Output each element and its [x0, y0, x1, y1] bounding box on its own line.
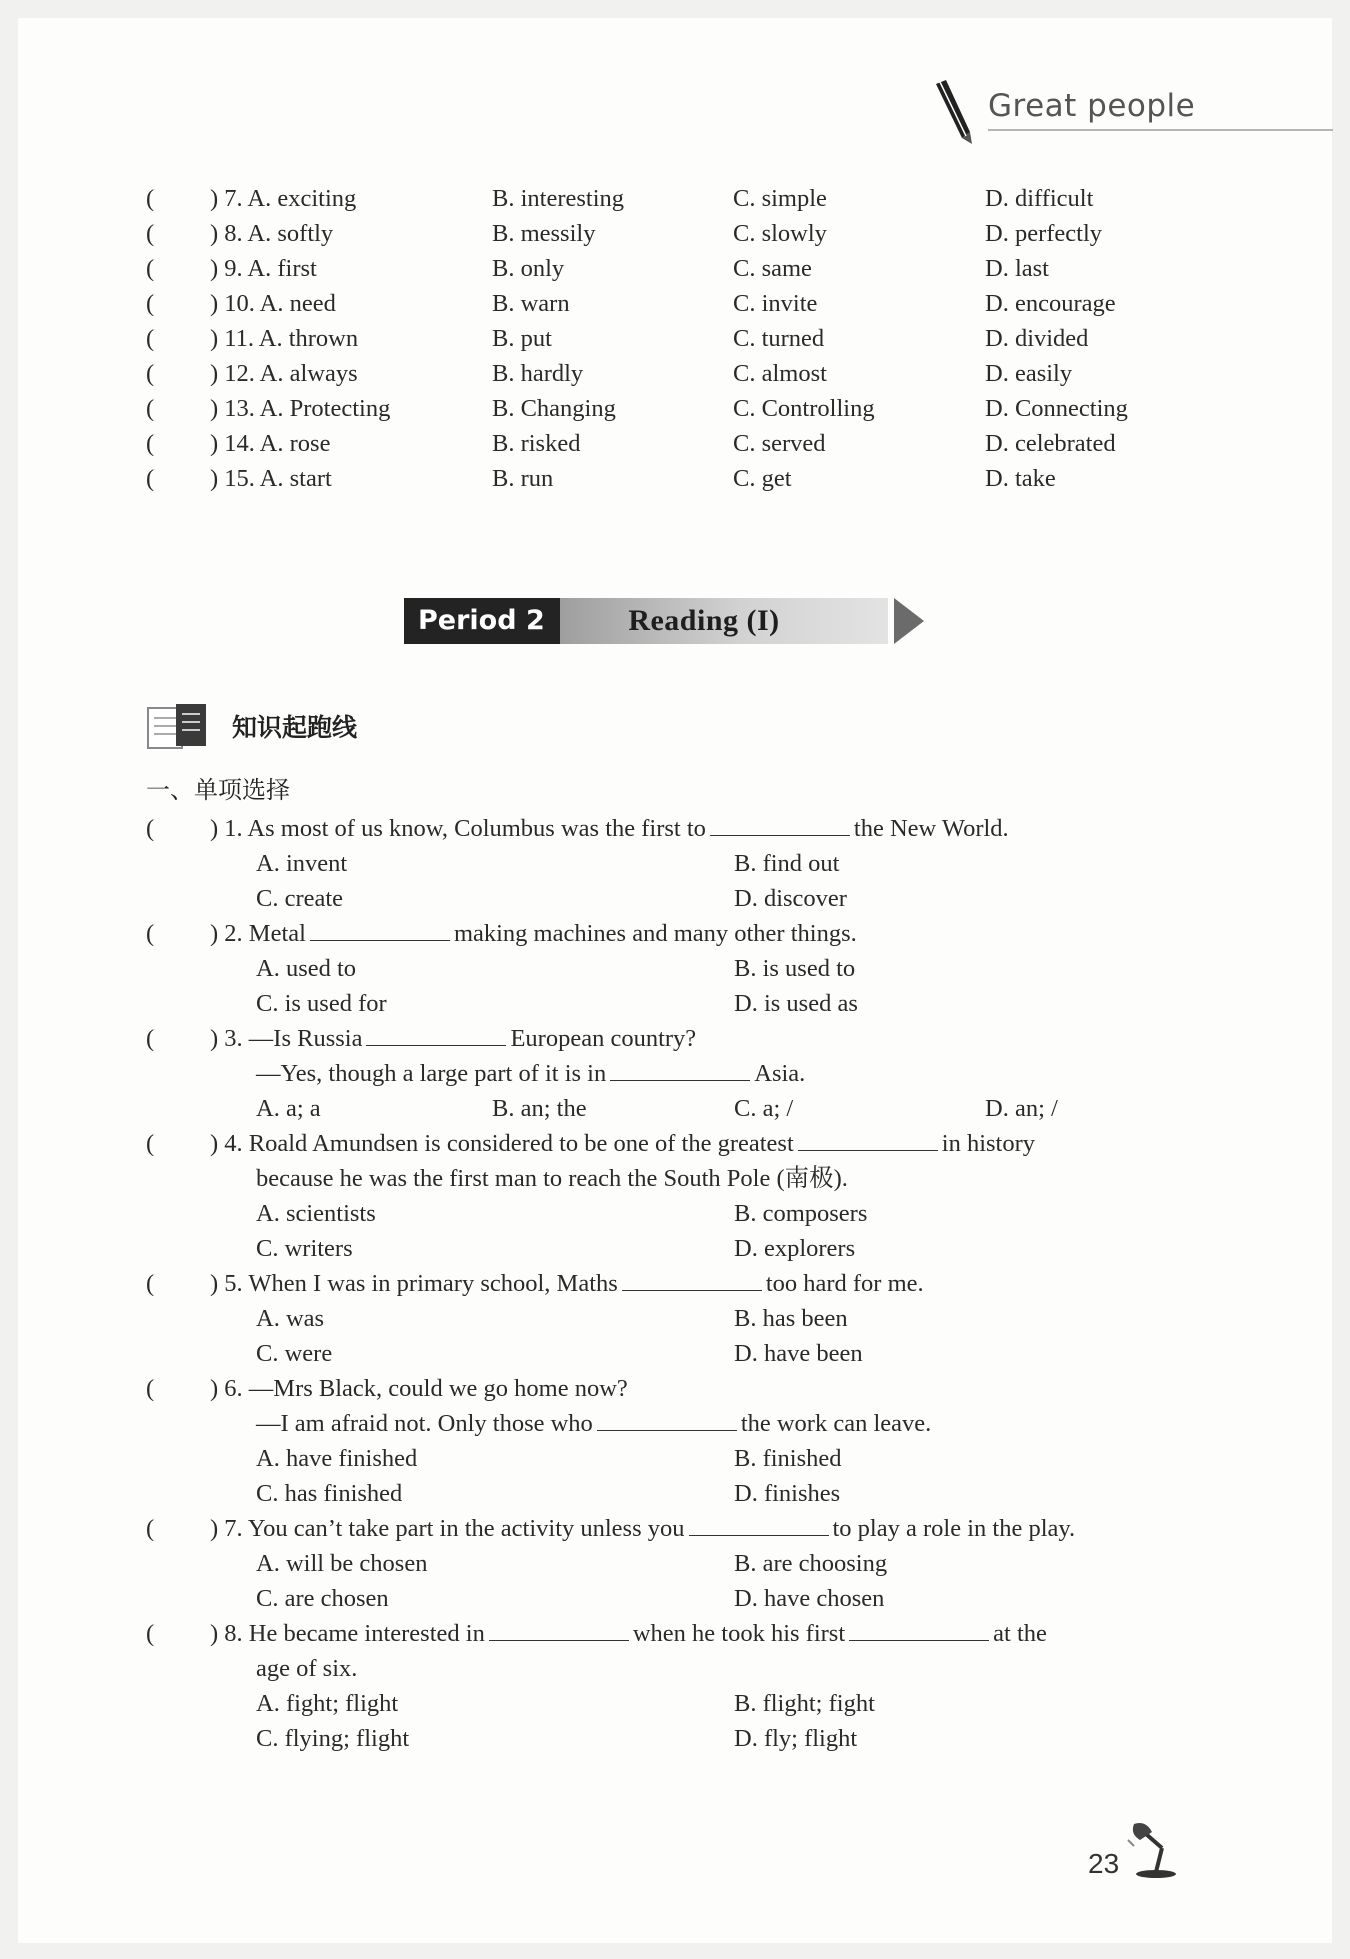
- answer-blank: [710, 815, 850, 836]
- answer-blank: [366, 1025, 506, 1046]
- period-topic-bar: [560, 598, 888, 644]
- period-label: Period 2: [404, 598, 560, 644]
- answer-blank: [798, 1130, 938, 1151]
- subsection-title: 一、单项选择: [146, 776, 290, 804]
- section-title: 知识起跑线: [232, 713, 358, 742]
- desk-lamp-icon: [1126, 1820, 1186, 1880]
- page-number: 23: [1088, 1848, 1120, 1879]
- answer-blank: [489, 1620, 629, 1641]
- header-rule: [988, 129, 1333, 131]
- header-title: Great people: [988, 88, 1196, 124]
- answer-blank: [597, 1410, 737, 1431]
- period-banner: [404, 598, 924, 644]
- answer-blank: [689, 1515, 829, 1536]
- answer-blank: [310, 920, 450, 941]
- answer-blank: [610, 1060, 750, 1081]
- pen-icon: [930, 80, 976, 146]
- notebook-icon: [146, 700, 210, 752]
- period-topic: Reading (I): [628, 604, 780, 637]
- answer-blank: [622, 1270, 762, 1291]
- answer-blank: [849, 1620, 989, 1641]
- arrow-icon: [894, 598, 924, 644]
